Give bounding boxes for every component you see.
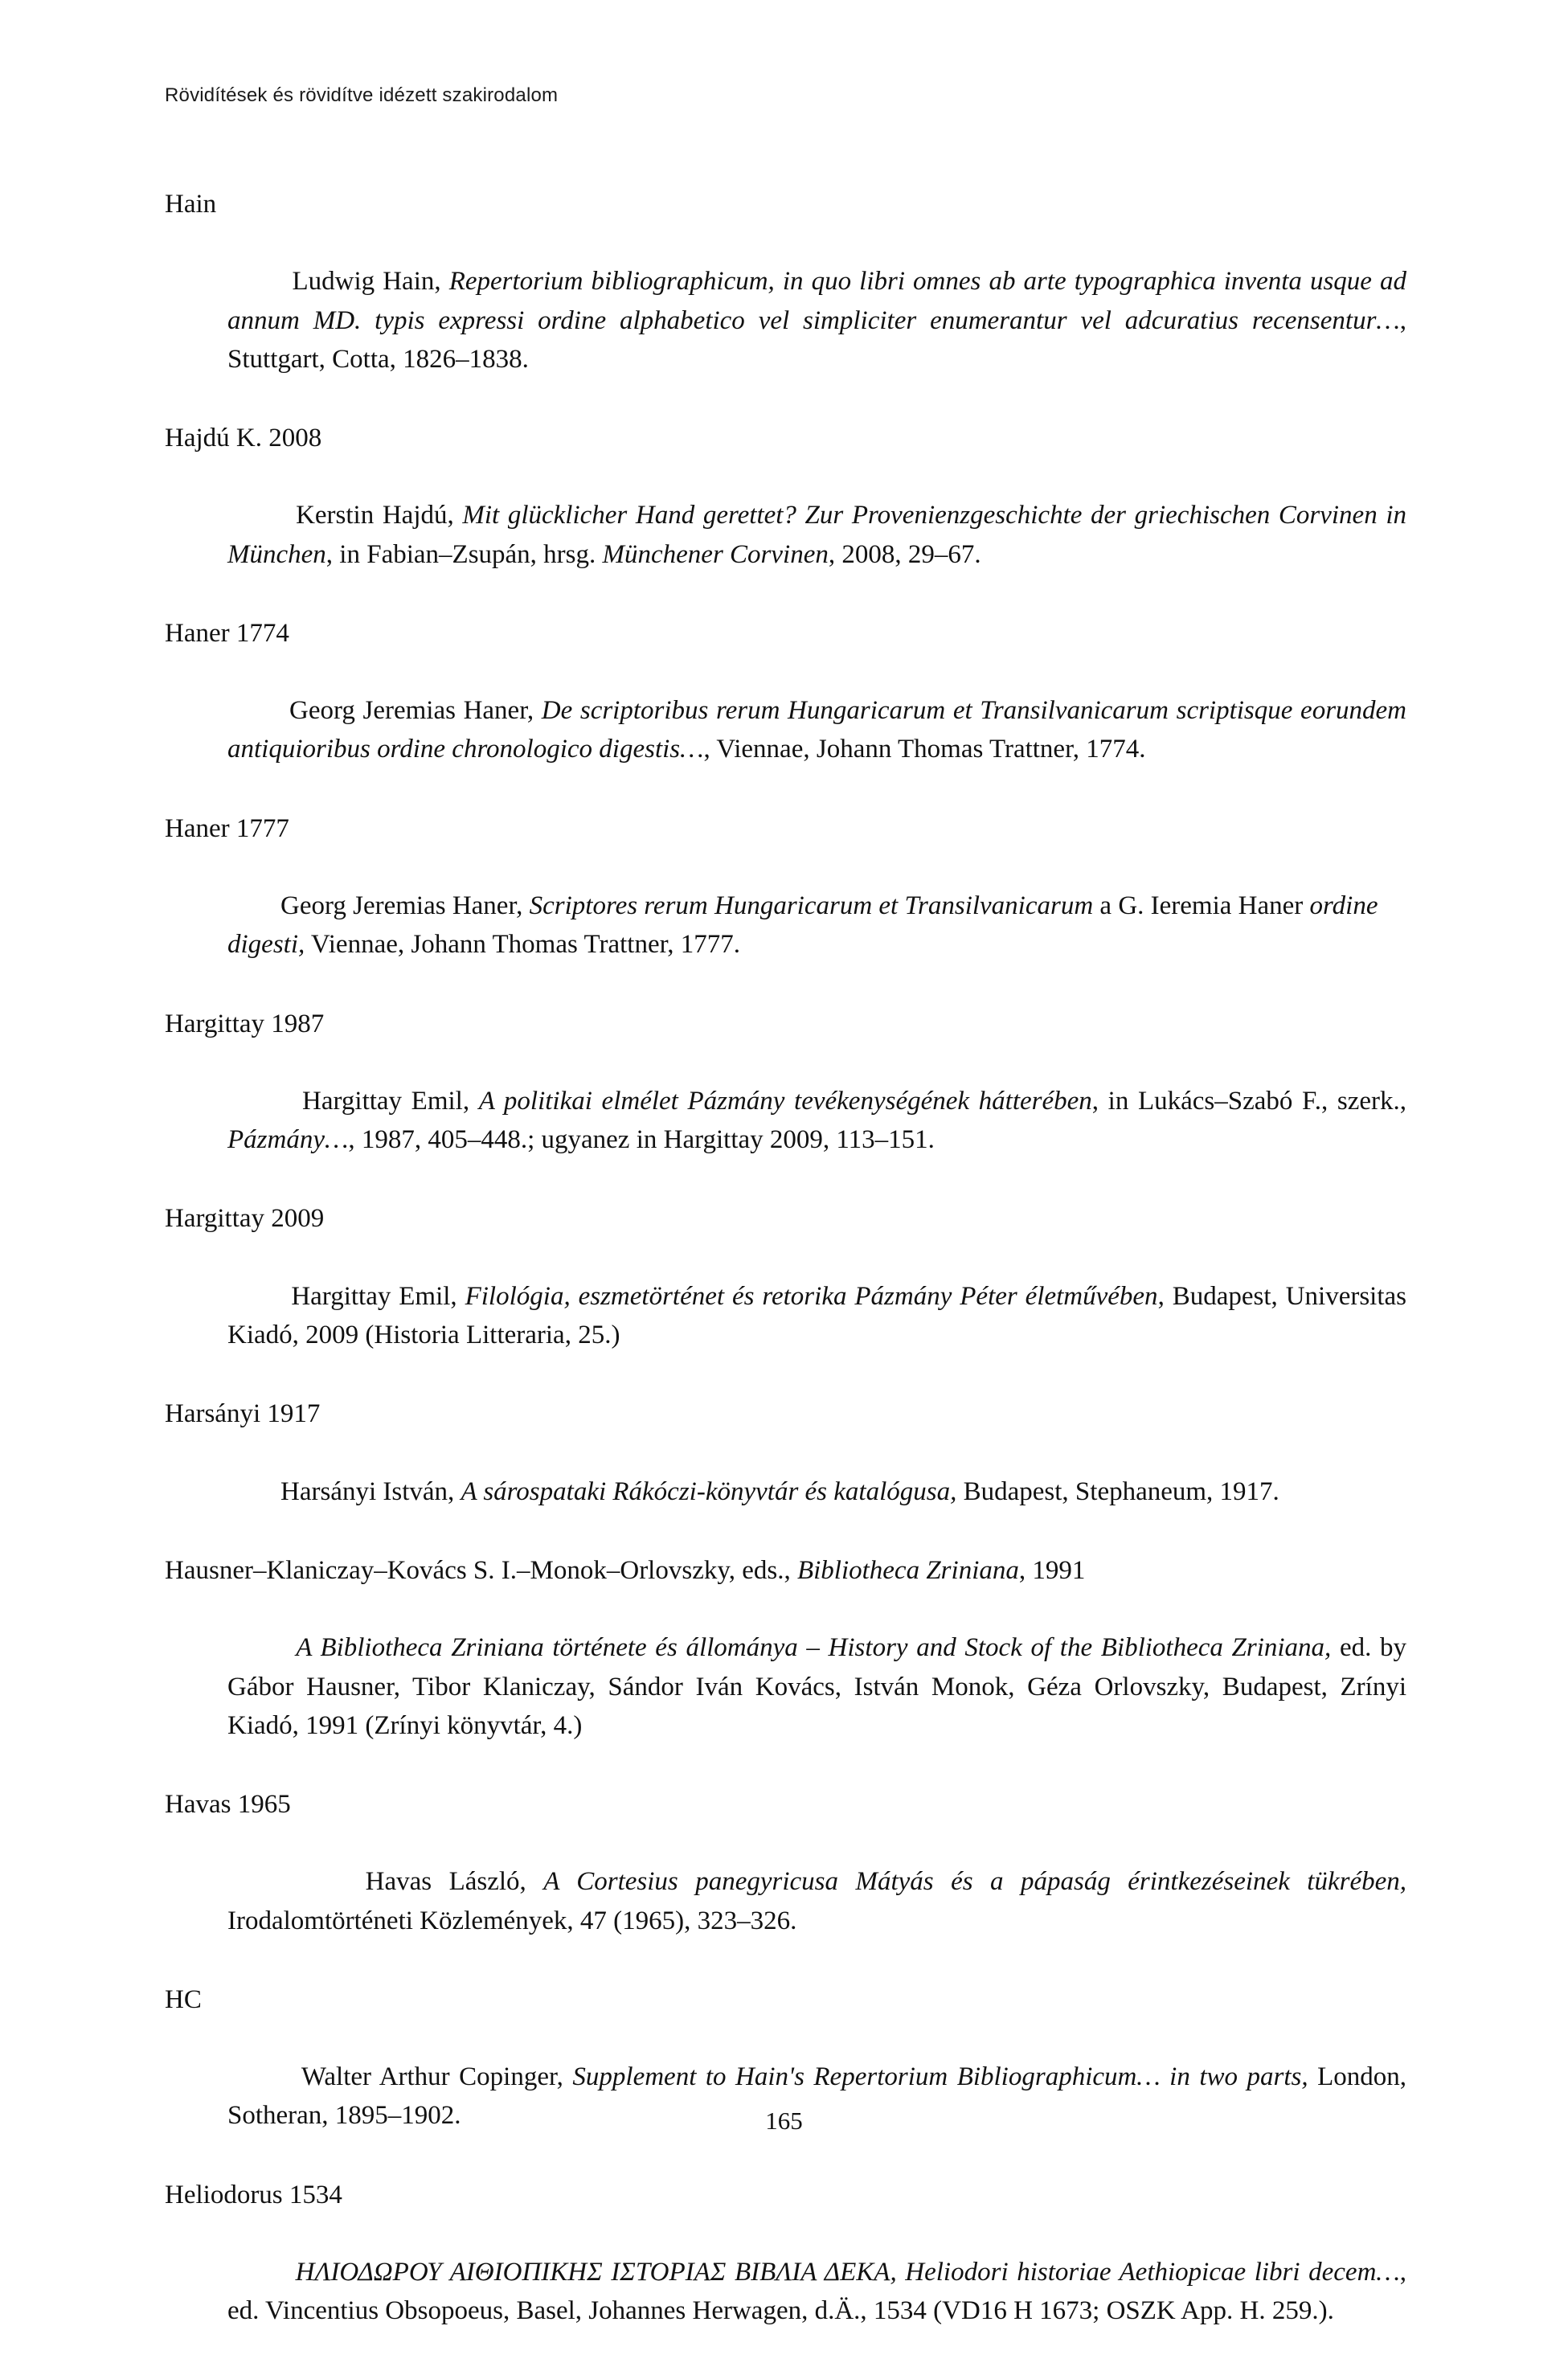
entry-text-italic: A politikai elmélet Pázmány tevékenységének hátterében	[478, 1086, 1092, 1116]
bibliography-entry	[165, 1980, 1414, 2174]
entry-text: , 1987, 405–448.; ugyanez in Hargittay 2009, 113–151.	[348, 1125, 935, 1155]
entry-headword	[165, 1551, 1406, 1590]
bibliography-entry	[165, 1551, 1414, 1783]
entry-headword: Haner 1777	[165, 813, 289, 843]
entry-body	[227, 1590, 1414, 1783]
bibliography-entry	[165, 1005, 1414, 1198]
entry-body	[227, 2214, 1414, 2369]
entry-body	[227, 653, 1414, 808]
entry-text: , in Fabian–Zsupán, hrsg.	[325, 539, 603, 569]
bibliography-entry	[165, 1785, 1414, 1979]
entry-headword: HC	[165, 1984, 202, 2014]
bibliography-entry	[165, 1394, 1406, 1550]
entry-text: Havas László,	[365, 1867, 544, 1897]
entry-body	[227, 2019, 1414, 2174]
entry-body	[227, 1239, 1414, 1394]
entry-body	[227, 1043, 1414, 1198]
entry-text: , ed. Vincentius Obsopoeus, Basel, Johannes Herwagen, d.Ä., 1534 (VD16 H 1673; OSZK App. H. 259.).	[227, 2258, 1414, 2326]
entry-text-italic: Supplement to Hain's Repertorium Bibliographicum… in two parts,	[572, 2062, 1308, 2092]
entry-body	[227, 1824, 1414, 1979]
entry-headword: Heliodorus 1534	[165, 2180, 342, 2209]
entry-text-italic: Mit glücklicher Hand gerettet? Zur Provenienzgeschichte der griechischen Corvinen in München	[227, 501, 1414, 569]
page-number: 165	[765, 2107, 803, 2135]
entry-text: Irodalomtörténeti Közlemények, 47 (1965), 323–326.	[227, 1867, 1414, 1935]
entry-text: Harsányi István,	[280, 1476, 461, 1506]
entry-text-italic: A Cortesius panegyricusa Mátyás és a pápaság érintkezéseinek tükrében,	[543, 1867, 1406, 1897]
bibliography-entry	[165, 809, 1406, 1003]
entry-headword-text: Hausner–Klaniczay–Kovács S. I.–Monok–Orlovszky, eds., Bibliotheca Zriniana, 1991	[165, 1556, 1086, 1586]
bibliography-entry	[165, 2176, 1414, 2369]
entry-headword: Hargittay 2009	[165, 1204, 325, 1234]
bibliography-entry	[165, 185, 1414, 417]
entry-text-italic: De scriptoribus rerum Hungaricarum et Transilvanicarum scriptisque eorundem antiquioribus ordine chronologico digestis…	[227, 696, 1414, 764]
entry-text: Walter Arthur Copinger,	[301, 2062, 573, 2092]
entry-body	[227, 223, 1414, 417]
entry-text-italic: Pázmány…	[227, 1125, 349, 1155]
entry-text-italic: Filológia, eszmetörténet és retorika Pázmány Péter életművében	[465, 1281, 1158, 1311]
entry-text: Georg Jeremias Haner,	[280, 891, 530, 921]
entry-text: a G. Ieremia Haner	[1093, 891, 1310, 921]
entry-text: Viennae, Johann Thomas Trattner, 1777.	[305, 930, 741, 960]
entry-body	[227, 1434, 1406, 1550]
entry-body	[227, 457, 1414, 612]
entry-headword: Hargittay 1987	[165, 1009, 325, 1038]
entry-text: London, Sotheran, 1895–1902.	[227, 2062, 1414, 2131]
entry-text-italic: Münchener Corvinen	[602, 539, 829, 569]
entry-text: Hargittay Emil,	[291, 1281, 465, 1311]
entry-body	[227, 848, 1406, 1003]
bibliography-entry	[165, 614, 1414, 808]
entry-headword: Haner 1774	[165, 618, 289, 648]
entry-text: ed. by Gábor Hausner, Tibor Klaniczay, Sándor Iván Kovács, István Monok, Géza Orlovszky, Budapest, Zrínyi Kiadó, 1991 (Zrínyi könyvtár, 4.)	[227, 1633, 1414, 1740]
entry-text-italic: A sárospataki Rákóczi-könyvtár és katalógusa,	[461, 1476, 957, 1506]
entry-text: , Budapest, Universitas Kiadó, 2009 (Historia Litteraria, 25.)	[227, 1281, 1414, 1349]
entry-text-italic: Repertorium bibliographicum, in quo libri omnes ab arte typographica inventa usque ad annum MD. typis expressi ordine alphabetico vel simpliciter enumerantur vel adcuratius recensentur…	[227, 267, 1414, 335]
entry-text: , in Lukács–Szabó F., szerk.,	[1091, 1086, 1414, 1116]
entry-text: , 2008, 29–67.	[828, 539, 981, 569]
entry-headword-italic: Bibliotheca Zriniana	[796, 1556, 1019, 1586]
entry-text: Kerstin Hajdú,	[296, 501, 463, 530]
bibliography-entry	[165, 1199, 1414, 1393]
bibliography-entry	[165, 419, 1414, 612]
entry-text: Budapest, Stephaneum, 1917.	[956, 1476, 1279, 1506]
entry-headword: Hajdú K. 2008	[165, 424, 322, 453]
entry-text-italic: ordine digesti,	[227, 891, 1385, 960]
entry-headword: Havas 1965	[165, 1790, 291, 1820]
bibliography-list	[165, 185, 1414, 2371]
entry-text-italic: Scriptores rerum Hungaricarum et Transilvanicarum	[529, 891, 1094, 921]
entry-text: Georg Jeremias Haner,	[289, 696, 542, 726]
entry-text: , Viennae, Johann Thomas Trattner, 1774.	[703, 735, 1146, 764]
entry-text-italic: ΗΛΙΟΔΩΡΟΥ ΑΙΘΙΟΠΙΚΗΣ ΙΣΤΟΡΙΑΣ ΒΙΒΛΙΑ ΔΕΚΑ, Heliodori historiae Aethiopicae libri decem…	[295, 2258, 1400, 2287]
entry-text: Ludwig Hain,	[292, 267, 449, 297]
entry-text: Hargittay Emil,	[302, 1086, 479, 1116]
entry-headword: Harsányi 1917	[165, 1399, 321, 1429]
running-head: Rövidítések és rövidítve idézett szakirodalom	[165, 84, 559, 106]
entry-headword: Hain	[165, 190, 217, 219]
entry-text: , Stuttgart, Cotta, 1826–1838.	[227, 305, 1414, 374]
entry-text-italic: A Bibliotheca Zriniana története és állománya – History and Stock of the Bibliotheca Zriniana,	[296, 1633, 1332, 1663]
